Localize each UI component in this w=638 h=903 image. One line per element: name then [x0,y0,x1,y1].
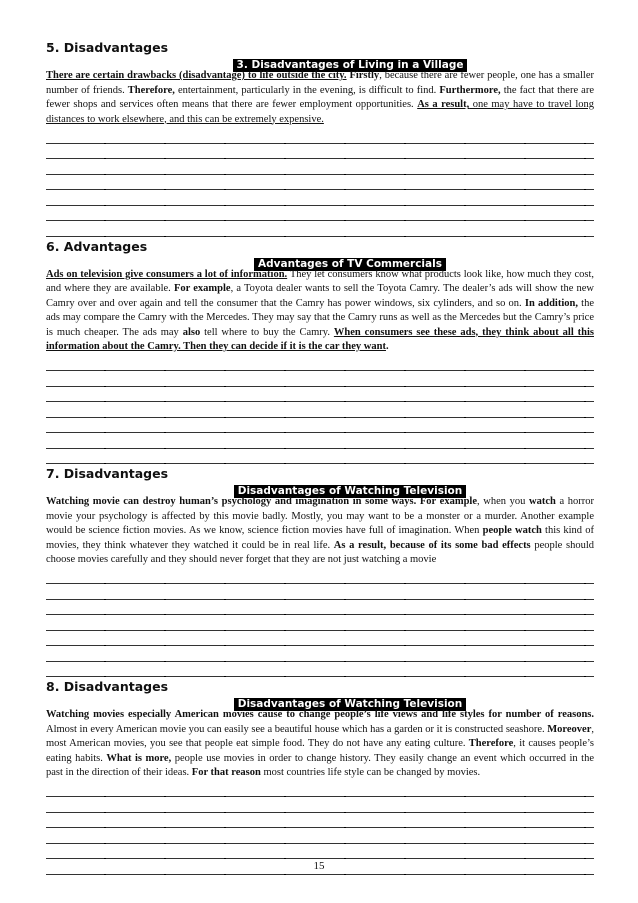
writing-line [46,631,594,647]
writing-line [46,221,594,237]
section-7 [46,466,594,677]
paragraph-text: What is more, [106,752,172,764]
writing-lines [46,569,594,678]
paragraph-text: As a result, because of its some bad effects [333,539,531,551]
writing-line [46,371,594,387]
paragraph-text: When consumers see these ads, they think about all this information about the Camry. Then they can decide if it is the car they want [46,326,594,352]
paragraph-text: tell where to buy the Camry. [200,326,334,338]
writing-line [46,600,594,616]
writing-line [46,418,594,434]
paragraph-text: the ads may compare the Camry with the Mercedes. They may say that the Camry runs as well as the Mercedes but the Camry’s price is much cheaper. The ads may [46,297,595,338]
paragraph-text: this kind of movies, they think whatever they watched it could be in real life. [46,525,595,551]
model-paragraph [46,268,594,355]
writing-line [46,615,594,631]
paragraph-text: , because there are fewer people, one has a smaller number of friends. [46,70,594,96]
writing-line [46,828,594,844]
paragraph-text: Moreover [547,723,592,735]
writing-line [46,569,594,585]
writing-line [46,387,594,403]
writing-line [46,190,594,206]
paragraph-title: Disadvantages of Watching Television [234,698,467,711]
writing-line [46,128,594,144]
page-number: 15 [313,860,325,872]
writing-line [46,813,594,829]
writing-line [46,646,594,662]
paragraph-text: As a result, [417,99,470,110]
paragraph-title: Advantages of TV Commercials [254,258,446,271]
writing-line [46,402,594,418]
section-heading: 6. Advantages [46,238,148,254]
paragraph-text: Firstly [349,70,380,81]
section-heading: 5. Disadvantages [46,40,169,55]
writing-line [46,159,594,175]
writing-line [46,356,594,372]
writing-line [46,662,594,678]
paragraph-text: most countries life style can be changed by movies. [260,767,481,778]
section-heading: 7. Disadvantages [46,466,169,481]
paragraph-text: Watching movie can destroy human’s psychology and imagination in some ways. For example [46,496,477,507]
writing-line [46,206,594,222]
paragraph-text: . [385,341,389,352]
paragraph-title: 3. Disadvantages of Living in a Village [233,59,468,72]
section-5 [46,40,594,237]
paragraph-text: Furthermore, [439,84,501,96]
paragraph-text: Therefore, [127,84,175,96]
paragraph-text: In addition, [524,297,578,309]
model-paragraph [46,495,594,568]
paragraph-text: , most American movies, you see that people eat simple food. They do not have any eating culture. [46,723,594,749]
paragraph-text: Therefore [468,738,514,749]
writing-lines [46,128,594,237]
writing-line [46,797,594,813]
paragraph-text: watch [528,496,556,507]
paragraph-text: Almost in every American movie you can easily see a beautiful house which has a garden or it is constructed seashore. [46,723,548,735]
model-paragraph [46,69,594,127]
writing-line [46,433,594,449]
worksheet-page [46,40,594,877]
writing-line [46,844,594,860]
section-8 [46,679,594,875]
writing-line [46,449,594,465]
paragraph-text: people use movies in order to change history. They easily change an event which occurred in the past in the direction of their ideas. [46,752,594,778]
paragraph-text: entertainment, particularly in the evening, is difficult to find. [174,84,440,96]
paragraph-text: one may have to travel long distances to work elsewhere, and this can be extremely expensive. [46,99,595,125]
paragraph-text: a horror movie your psychology is affected by this movie badly. Mostly, you may want to be a monster or a murder. Another example would be science fiction movies. As we know, science fiction movies have full of imagination. When [46,496,594,536]
writing-line [46,782,594,798]
paragraph-text: Ads on television give consumers a lot of information. [46,268,288,280]
paragraph-text: They let consumers know what products look like, how much they cost, and where they are available. [46,268,594,294]
paragraph-text: also [182,326,201,338]
paragraph-text: There are certain drawbacks (disadvantage) to life outside the city. [46,70,347,81]
paragraph-text: people watch [482,525,542,536]
model-paragraph [46,708,594,781]
section-heading: 8. Disadvantages [46,679,169,694]
writing-line [46,584,594,600]
paragraph-title: Disadvantages of Watching Television [234,485,467,498]
paragraph-text: people should choose movies carefully and they should never forget that they are not just watching a movie [46,539,594,565]
paragraph-text: , a Toyota dealer wants to sell the Toyota Camry. The dealer’s ads will show the new Camry over and over again and tell the consumer that the Camry has power windows, six cylinders, and so on. [46,283,595,309]
paragraph-text: For that reason [191,767,261,778]
writing-lines [46,356,594,465]
paragraph-text: , it causes people’s eating habits. [46,738,595,764]
paragraph-text: Watching movies especially American movies cause to change people’s life views and life styles for number of reasons. [46,709,594,720]
writing-line [46,175,594,191]
section-6 [46,239,594,465]
paragraph-text: For example [173,283,231,294]
paragraph-text: , when you [476,496,529,507]
paragraph-text: the fact that there are fewer shops and services often means that there are fewer employment opportunities. [46,84,594,110]
writing-line [46,144,594,160]
